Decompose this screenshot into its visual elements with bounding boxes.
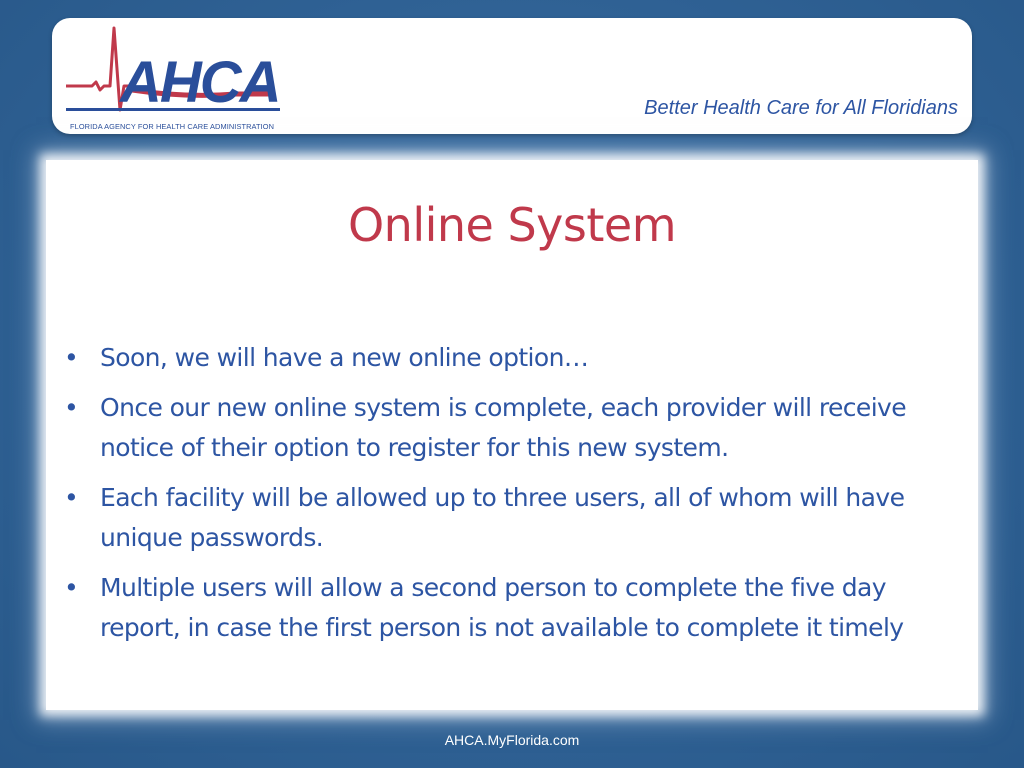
header-banner — [52, 18, 972, 134]
list-item — [62, 388, 970, 468]
content-panel — [46, 160, 978, 710]
logo-wordmark: AHCA — [120, 50, 280, 115]
bullet-list — [62, 338, 970, 658]
list-item — [62, 568, 970, 648]
bullet-icon: • — [64, 393, 79, 422]
bullet-text: Soon, we will have a new online option… — [100, 343, 589, 372]
tagline: Better Health Care for All Floridians — [644, 97, 958, 119]
bullet-icon: • — [64, 483, 79, 512]
slide-title: Online System — [347, 198, 677, 252]
bullet-text: Once our new online system is complete, each provider will receive notice of their option to register for this new system. — [100, 393, 907, 462]
footer-link[interactable]: AHCA.MyFlorida.com — [444, 732, 580, 748]
bullet-icon: • — [64, 573, 79, 602]
list-item — [62, 478, 970, 558]
list-item — [62, 338, 970, 378]
logo-subtitle: FLORIDA AGENCY FOR HEALTH CARE ADMINISTRATION — [70, 122, 275, 131]
bullet-text: Multiple users will allow a second person to complete the five day report, in case the first person is not available to complete it timely — [100, 573, 904, 642]
bullet-text: Each facility will be allowed up to three users, all of whom will have unique passwords. — [100, 483, 905, 552]
ahca-logo — [66, 24, 288, 131]
bullet-icon: • — [64, 343, 79, 372]
